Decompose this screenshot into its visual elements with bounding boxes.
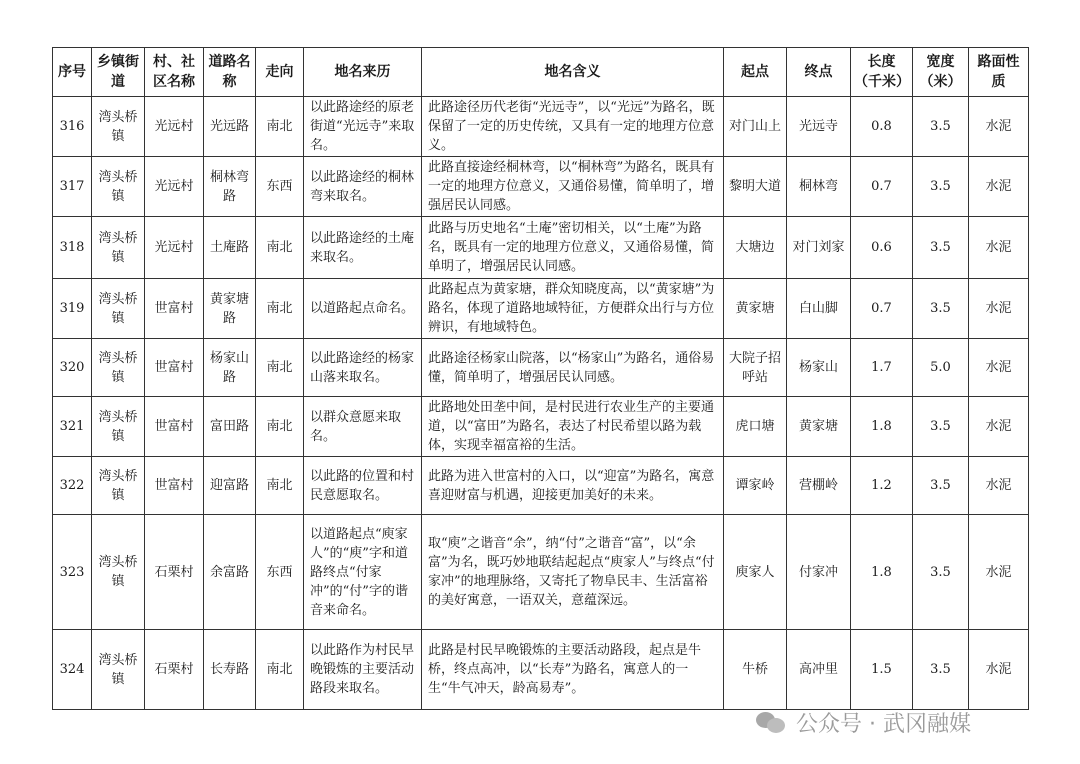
road-width: 3.5 — [913, 157, 969, 217]
village-name: 世富村 — [145, 397, 204, 457]
row-number: 316 — [53, 97, 92, 157]
row-number: 318 — [53, 217, 92, 279]
town-name: 湾头桥镇 — [92, 397, 145, 457]
road-names-table — [52, 47, 1029, 710]
road-length: 1.5 — [851, 630, 913, 710]
town-name: 湾头桥镇 — [92, 339, 145, 397]
col-header: 终点 — [787, 48, 851, 97]
col-header: 地名含义 — [422, 48, 724, 97]
road-width: 3.5 — [913, 97, 969, 157]
start-point: 对门山上 — [724, 97, 787, 157]
town-name: 湾头桥镇 — [92, 630, 145, 710]
road-name: 富田路 — [204, 397, 256, 457]
road-surface: 水泥 — [969, 97, 1029, 157]
road-direction: 东西 — [256, 515, 304, 630]
table-row — [53, 279, 1029, 339]
table-row — [53, 217, 1029, 279]
name-origin: 以道路起点“庾家人”的“庾”字和道路终点“付家冲”的“付”字的谐音来命名。 — [304, 515, 422, 630]
table-row — [53, 630, 1029, 710]
road-length: 0.7 — [851, 157, 913, 217]
village-name: 光远村 — [145, 217, 204, 279]
end-point: 白山脚 — [787, 279, 851, 339]
end-point: 黄家塘 — [787, 397, 851, 457]
road-width: 5.0 — [913, 339, 969, 397]
road-name: 杨家山路 — [204, 339, 256, 397]
end-point: 光远寺 — [787, 97, 851, 157]
end-point: 杨家山 — [787, 339, 851, 397]
end-point: 高冲里 — [787, 630, 851, 710]
road-length: 0.7 — [851, 279, 913, 339]
road-length: 1.8 — [851, 515, 913, 630]
road-width: 3.5 — [913, 397, 969, 457]
village-name: 石栗村 — [145, 630, 204, 710]
name-meaning: 此路是村民早晚锻炼的主要活动路段，起点是牛桥，终点高冲，以“长寿”为路名，寓意人的一生“牛气冲天，龄高易寿”。 — [422, 630, 724, 710]
road-name: 余富路 — [204, 515, 256, 630]
road-direction: 南北 — [256, 217, 304, 279]
village-name: 石栗村 — [145, 515, 204, 630]
name-origin: 以此路途经的土庵来取名。 — [304, 217, 422, 279]
name-origin: 以此路作为村民早晚锻炼的主要活动路段来取名。 — [304, 630, 422, 710]
town-name: 湾头桥镇 — [92, 457, 145, 515]
name-origin: 以此路途经的杨家山落来取名。 — [304, 339, 422, 397]
name-meaning: 此路直接途经桐林弯，以“桐林弯”为路名，既具有一定的地理方位意义，又通俗易懂，简单明了，增强居民认同感。 — [422, 157, 724, 217]
village-name: 光远村 — [145, 157, 204, 217]
end-point: 桐林弯 — [787, 157, 851, 217]
road-surface: 水泥 — [969, 630, 1029, 710]
table-row — [53, 397, 1029, 457]
name-meaning: 此路与历史地名“土庵”密切相关，以“土庵”为路名，既具有一定的地理方位意义，又通俗易懂，简单明了，增强居民认同感。 — [422, 217, 724, 279]
start-point: 黎明大道 — [724, 157, 787, 217]
road-name: 迎富路 — [204, 457, 256, 515]
town-name: 湾头桥镇 — [92, 515, 145, 630]
table-row — [53, 515, 1029, 630]
road-name: 土庵路 — [204, 217, 256, 279]
row-number: 322 — [53, 457, 92, 515]
end-point: 对门刘家 — [787, 217, 851, 279]
start-point: 黄家塘 — [724, 279, 787, 339]
road-direction: 南北 — [256, 397, 304, 457]
town-name: 湾头桥镇 — [92, 217, 145, 279]
header-row — [53, 48, 1029, 97]
road-name: 桐林弯路 — [204, 157, 256, 217]
row-number: 319 — [53, 279, 92, 339]
table-row — [53, 157, 1029, 217]
road-width: 3.5 — [913, 279, 969, 339]
start-point: 大塘边 — [724, 217, 787, 279]
road-name: 黄家塘路 — [204, 279, 256, 339]
watermark — [756, 706, 971, 738]
col-header: 地名来历 — [304, 48, 422, 97]
name-origin: 以此路途经的原老街道“光远寺”来取名。 — [304, 97, 422, 157]
village-name: 世富村 — [145, 339, 204, 397]
end-point: 营棚岭 — [787, 457, 851, 515]
end-point: 付家冲 — [787, 515, 851, 630]
road-surface: 水泥 — [969, 157, 1029, 217]
table-row — [53, 339, 1029, 397]
village-name: 世富村 — [145, 457, 204, 515]
start-point: 虎口塘 — [724, 397, 787, 457]
table-row — [53, 97, 1029, 157]
road-width: 3.5 — [913, 457, 969, 515]
name-meaning: 此路途径杨家山院落，以“杨家山”为路名，通俗易懂，简单明了，增强居民认同感。 — [422, 339, 724, 397]
road-length: 1.2 — [851, 457, 913, 515]
road-name: 光远路 — [204, 97, 256, 157]
road-length: 0.6 — [851, 217, 913, 279]
col-header: 路面性质 — [969, 48, 1029, 97]
name-meaning: 此路途径历代老街“光远寺”，以“光远”为路名，既保留了一定的历史传统，又具有一定的地理方位意义。 — [422, 97, 724, 157]
row-number: 321 — [53, 397, 92, 457]
road-direction: 南北 — [256, 97, 304, 157]
road-surface: 水泥 — [969, 515, 1029, 630]
row-number: 317 — [53, 157, 92, 217]
col-header: 序号 — [53, 48, 92, 97]
start-point: 谭家岭 — [724, 457, 787, 515]
table-row — [53, 457, 1029, 515]
col-header: 村、社区名称 — [145, 48, 204, 97]
row-number: 323 — [53, 515, 92, 630]
watermark-text: 公众号 · 武冈融媒 — [796, 711, 971, 737]
town-name: 湾头桥镇 — [92, 157, 145, 217]
name-meaning: 此路地处田垄中间，是村民进行农业生产的主要通道，以“富田”为路名，表达了村民希望以路为载体，实现幸福富裕的生活。 — [422, 397, 724, 457]
road-surface: 水泥 — [969, 397, 1029, 457]
row-number: 324 — [53, 630, 92, 710]
road-surface: 水泥 — [969, 217, 1029, 279]
name-meaning: 此路为进入世富村的入口，以“迎富”为路名，寓意喜迎财富与机遇，迎接更加美好的未来。 — [422, 457, 724, 515]
wechat-icon — [756, 710, 786, 734]
road-name: 长寿路 — [204, 630, 256, 710]
name-origin: 以此路途经的桐林弯来取名。 — [304, 157, 422, 217]
road-width: 3.5 — [913, 217, 969, 279]
road-direction: 南北 — [256, 279, 304, 339]
road-length: 0.8 — [851, 97, 913, 157]
name-meaning: 取“庾”之谐音“余”，纳“付”之谐音“富”，以“余富”为名，既巧妙地联结起起点“庾家人”与终点“付家冲”的地理脉络，又寄托了物阜民丰、生活富裕的美好寓意，一语双关，意蕴深远。 — [422, 515, 724, 630]
road-length: 1.8 — [851, 397, 913, 457]
col-header: 乡镇街道 — [92, 48, 145, 97]
road-width: 3.5 — [913, 630, 969, 710]
col-header: 宽度（米） — [913, 48, 969, 97]
road-surface: 水泥 — [969, 457, 1029, 515]
name-origin: 以此路的位置和村民意愿取名。 — [304, 457, 422, 515]
start-point: 庾家人 — [724, 515, 787, 630]
road-surface: 水泥 — [969, 339, 1029, 397]
town-name: 湾头桥镇 — [92, 97, 145, 157]
col-header: 道路名称 — [204, 48, 256, 97]
start-point: 大院子招呼站 — [724, 339, 787, 397]
row-number: 320 — [53, 339, 92, 397]
road-length: 1.7 — [851, 339, 913, 397]
col-header: 起点 — [724, 48, 787, 97]
road-direction: 东西 — [256, 157, 304, 217]
name-origin: 以道路起点命名。 — [304, 279, 422, 339]
start-point: 牛桥 — [724, 630, 787, 710]
town-name: 湾头桥镇 — [92, 279, 145, 339]
village-name: 光远村 — [145, 97, 204, 157]
name-origin: 以群众意愿来取名。 — [304, 397, 422, 457]
col-header: 长度（千米） — [851, 48, 913, 97]
name-meaning: 此路起点为黄家塘，群众知晓度高，以“黄家塘”为路名，体现了道路地域特征，方便群众出行与方位辨识，有地域特色。 — [422, 279, 724, 339]
road-direction: 南北 — [256, 457, 304, 515]
road-surface: 水泥 — [969, 279, 1029, 339]
col-header: 走向 — [256, 48, 304, 97]
road-direction: 南北 — [256, 339, 304, 397]
village-name: 世富村 — [145, 279, 204, 339]
road-width: 3.5 — [913, 515, 969, 630]
road-direction: 南北 — [256, 630, 304, 710]
